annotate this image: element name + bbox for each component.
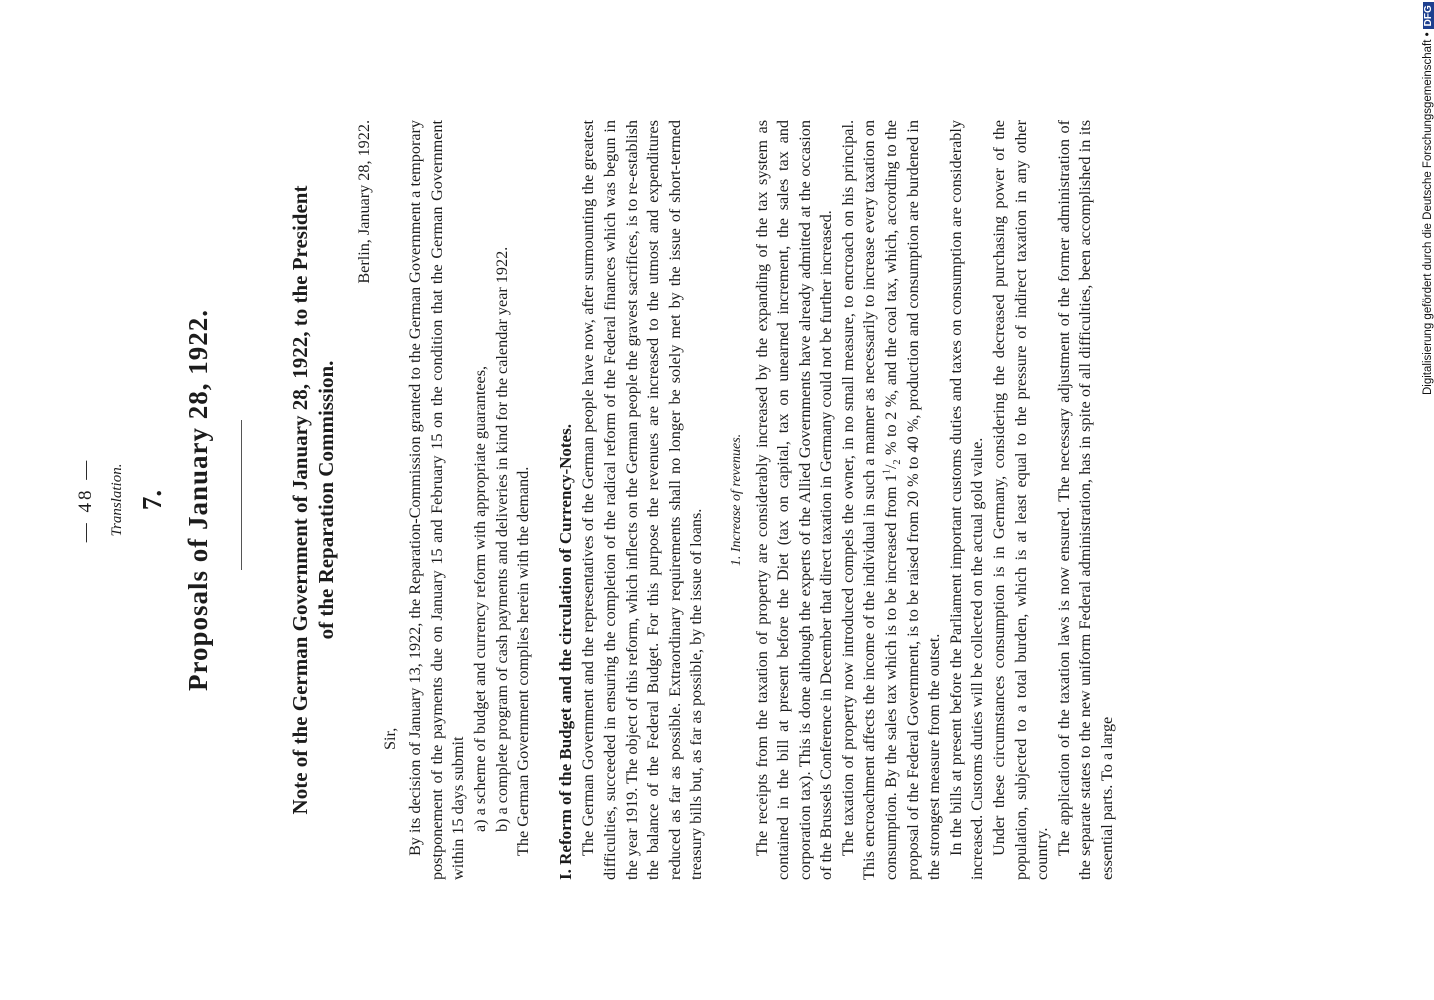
body-text <box>287 120 1119 880</box>
document-title: Proposals of January 28, 1922. <box>183 308 213 692</box>
section-heading: I. Reform of the Budget and the circulation of Currency-Notes. <box>555 424 575 880</box>
paragraph: In the bills at present before the Parliament important customs duties and taxes on consumption are considerably increased. Customs duties will be collected on the actual gold value. <box>946 120 987 880</box>
salutation: Sir, <box>380 727 399 750</box>
note-heading-line2: of the Reparation Commission. <box>314 360 338 640</box>
fraction-denominator: 2 <box>892 459 904 465</box>
printed-page <box>75 120 1325 880</box>
digitization-credit <box>1422 2 1434 395</box>
digitization-credit-text: Digitalisierung gefördert durch die Deutsche Forschungsgemeinschaft • <box>1422 32 1434 395</box>
list-item-a: a) a scheme of budget and currency reform with appropriate guarantees, <box>470 365 489 832</box>
note-heading-line1: Note of the German Government of January 28, 1922, to the President <box>288 185 312 815</box>
paragraph: The German Government and the representatives of the German people have now, after surmounting the greatest difficulties, succeeded in ensuring the completion of the radical reform of the Federal finances which was begun in the year 1919. The object of this reform, which inflects on the German people the gravest sacrifices, is to re-establish the balance of the Federal Budget. For this purpose the revenues are increased to the utmost and expenditures reduced as far as possible. Extraordinary requirements shall no longer be solely met by the issue of short-termed treasury bills but, as far as possible, by the issue of loans. <box>579 120 706 880</box>
text-run: % to 2 %, and the coal tax, which, according to the proposal of the Federal Government, is to be raised from 20 % to 40 %, production and consumption are burdened in the strongest measure from the outset. <box>882 120 944 880</box>
document-number: 7. <box>137 489 167 511</box>
dfg-logo: DFG <box>1423 2 1434 29</box>
paragraph: The receipts from the taxation of property are considerably increased by the expanding of the tax system as contained in the bill at present before the Diet (tax on capital, tax on unearned increment, the sales tax and corporation tax). This is done although the experts of the Allied Governments have already admitted at the occasion of the Brussels Conference in December that direct taxation in Germany could not be further increased. <box>752 120 836 880</box>
note-heading <box>287 120 339 880</box>
fraction-numerator: 1 <box>881 468 893 474</box>
date-line: Berlin, January 28, 1922. <box>355 120 373 284</box>
paragraph: The German Government complies herein with the demand. <box>514 466 533 856</box>
paragraph: The taxation of property now introduced compels the owner, in no small measure, to encroach on his principal. This encroachment affects the income of the individual in such a manner as necessarily to increase every taxation on consumption. By the sales tax which is to be increased from $1^1/_2$ % to 2 %, and the coal tax, which, according to the proposal of the Federal Government, is to be raised from 20 % to 40 %, production and consumption are burdened in the strongest measure from the outset. <box>838 120 944 880</box>
paragraph: Under these circumstances consumption is in Germany, considering the decreased purchasing power of the population, subjected to a total burden, which is at least equal to the pressure of indirect taxation in any other country. <box>990 120 1052 880</box>
translation-label: Translation. <box>109 463 125 537</box>
subsection-heading: 1. Increase of revenues. <box>728 433 744 567</box>
text-run: The taxation of property now introduced compels the owner, in no small measure, to encroach on his principal. This encroachment affects the income of the individual in such a manner as necessarily to increase every taxation on consumption. By the sales tax which is to be increased from 1 <box>838 120 901 880</box>
page-number: — 48 — <box>75 457 96 543</box>
list-item-b: b) a complete program of cash payments and deliveries in kind for the calendar year 1922. <box>492 246 511 832</box>
title-divider <box>241 420 242 570</box>
paragraph: By its decision of January 13, 1922, the Reparation-Commission granted to the German Government a temporary postponement of the payments due on January 15 and February 15 on the condition that the German Government within 15 days submit <box>406 120 468 880</box>
paragraph: The application of the taxation laws is now ensured. The necessary adjustment of the former administration of the separate states to the new uniform Federal administration, has in spite of all difficulties, been accomplished in its essential parts. To a large <box>1054 120 1116 880</box>
